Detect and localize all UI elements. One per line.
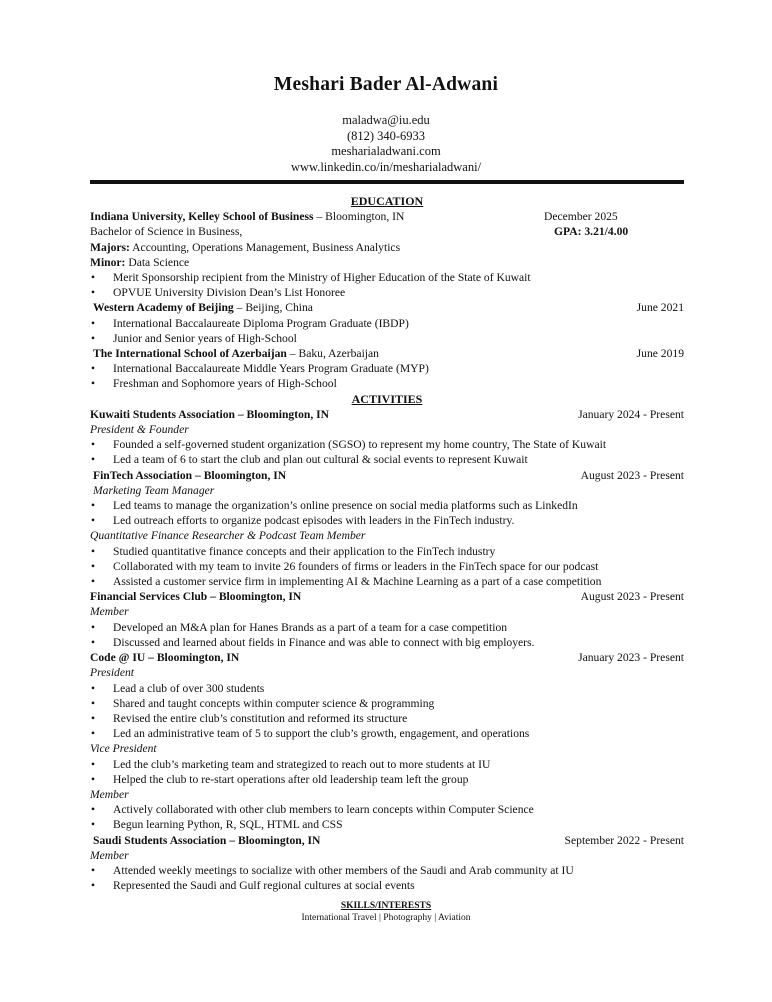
act-code-bullets-1 [90, 681, 684, 742]
list-item: • Studied quantitative finance concepts and their application to the FinTech industry [90, 544, 684, 559]
skills-text: International Travel | Photography | Aviation [301, 913, 471, 923]
edu-isa-bullets [90, 361, 684, 391]
list-item: • Revised the entire club’s constitution and reformed its structure [90, 711, 684, 726]
skills-heading: SKILLS/INTERESTS [340, 901, 432, 911]
skills-section [0, 900, 772, 924]
edu-iu-date: December 2025 [544, 210, 618, 224]
edu-isa-date: June 2019 [636, 347, 684, 361]
act-fintech-bullets-2 [90, 544, 684, 590]
edu-iu-degree: Bachelor of Science in Business, [90, 225, 243, 239]
list-item: • International Baccalaureate Middle Years Program Graduate (MYP) [90, 361, 684, 376]
activities-heading: ACTIVITIES [351, 391, 423, 406]
act-ssa-date: September 2022 - Present [564, 833, 684, 847]
list-item: • International Baccalaureate Diploma Program Graduate (IBDP) [90, 316, 684, 331]
list-item: • Attended weekly meetings to socialize with other members of the Saudi and Arab community at IU [90, 863, 684, 878]
act-ksa-org: Kuwaiti Students Association – Bloomington, IN [90, 407, 330, 421]
edu-iu-bullets [90, 270, 684, 300]
act-code-bullets-3 [90, 802, 684, 832]
act-code-date: January 2023 - Present [578, 651, 684, 665]
edu-iu-degree-row [90, 224, 684, 239]
act-fintech-role-2: Quantitative Finance Researcher & Podcast Team Member [90, 529, 366, 543]
edu-iu-location: – Bloomington, IN [313, 210, 405, 224]
act-ssa-org: Saudi Students Association – Bloomington, IN [93, 833, 321, 847]
list-item: • Discussed and learned about fields in Finance and was able to connect with big employers. [90, 635, 684, 650]
list-item: • Shared and taught concepts within computer science & programming [90, 696, 684, 711]
act-fintech-bullets-1 [90, 498, 684, 528]
edu-iu-school: Indiana University, Kelley School of Business [90, 210, 314, 224]
list-item: • Merit Sponsorship recipient from the Ministry of Higher Education of the State of Kuwait [90, 270, 684, 285]
act-ssa-header [90, 833, 684, 848]
edu-wab-bullets [90, 316, 684, 346]
act-code-role-3: Member [90, 787, 129, 801]
phone-number: (812) 340-6933 [346, 128, 426, 143]
act-ksa-header [90, 407, 684, 422]
act-ksa-date: January 2024 - Present [578, 407, 684, 421]
list-item: • Freshman and Sophomore years of High-School [90, 376, 684, 391]
list-item: • Begun learning Python, R, SQL, HTML and CSS [90, 817, 684, 832]
edu-iu-majors: Majors: Accounting, Operations Management, Business Analytics [90, 240, 401, 254]
list-item: • Led an administrative team of 5 to support the club’s growth, engagement, and operations [90, 726, 684, 741]
act-fsc-role: Member [90, 605, 129, 619]
list-item: • Actively collaborated with other club members to learn concepts within Computer Science [90, 802, 684, 817]
list-item: • Represented the Saudi and Gulf regional cultures at social events [90, 878, 684, 893]
resume-name: Meshari Bader Al-Adwani [273, 74, 499, 95]
edu-wab-date: June 2021 [636, 301, 684, 315]
list-item: • Collaborated with my team to invite 26 founders of firms or leaders in the FinTech space for our podcast [90, 559, 684, 574]
edu-isa-header: The International School of Azerbaijan – Baku, Azerbaijan June 2019 [93, 347, 684, 361]
act-fsc-date: August 2023 - Present [580, 590, 684, 604]
act-code-role-1: President [90, 666, 135, 680]
edu-iu-minor: Minor: Data Science [90, 255, 190, 269]
list-item: • Founded a self-governed student organization (SGSO) to represent my home country, The State of Kuwait [90, 437, 684, 452]
act-fsc-header [90, 589, 684, 604]
act-ksa-bullets [90, 437, 684, 467]
edu-wab-school: Western Academy of Beijing [93, 301, 234, 315]
act-code-org: Code @ IU – Bloomington, IN [90, 651, 240, 665]
act-code-role-2: Vice President [90, 742, 157, 756]
list-item: • Led outreach efforts to organize podcast episodes with leaders in the FinTech industry. [90, 513, 684, 528]
act-fintech-org: FinTech Association – Bloomington, IN [93, 468, 287, 482]
list-item: • Junior and Senior years of High-School [90, 331, 684, 346]
edu-iu-gpa: GPA: 3.21/4.00 [554, 225, 629, 239]
act-fsc-org: Financial Services Club – Bloomington, IN [90, 590, 302, 604]
act-fsc-bullets [90, 620, 684, 650]
act-code-bullets-2 [90, 757, 684, 787]
email-link[interactable]: maladwa@iu.edu [342, 113, 430, 127]
act-ssa-bullets [90, 863, 684, 893]
act-ssa-role: Member [90, 848, 129, 862]
education-heading: EDUCATION [350, 194, 424, 208]
list-item: • Developed an M&A plan for Hanes Brands as a part of a team for a case competition [90, 620, 684, 635]
list-item: • OPVUE University Division Dean’s List Honoree [90, 285, 684, 300]
header-divider [90, 180, 684, 184]
list-item: • Led teams to manage the organization’s online presence on social media platforms such as LinkedIn [90, 498, 684, 513]
resume-body [90, 194, 684, 893]
edu-wab-header: Western Academy of Beijing – Beijing, China June 2021 [93, 301, 684, 315]
list-item: • Led a team of 6 to start the club and plan out cultural & social events to represent Kuwait [90, 452, 684, 467]
act-fintech-header [90, 468, 684, 483]
contact-block [0, 113, 772, 175]
act-ksa-role: President & Founder [90, 423, 189, 437]
list-item: • Helped the club to re-start operations after old leadership team left the group [90, 772, 684, 787]
website-link[interactable]: mesharialadwani.com [331, 144, 441, 158]
act-fintech-role-1: Marketing Team Manager [93, 483, 215, 497]
edu-iu-header [90, 209, 684, 224]
act-fintech-date: August 2023 - Present [580, 468, 684, 482]
list-item: • Lead a club of over 300 students [90, 681, 684, 696]
linkedin-link[interactable]: www.linkedin.co/in/mesharialadwani/ [290, 159, 482, 174]
list-item: • Assisted a customer service firm in implementing AI & Machine Learning as a part of a case competition [90, 574, 684, 589]
edu-isa-school: The International School of Azerbaijan [93, 347, 287, 361]
act-code-header [90, 650, 684, 665]
list-item: • Led the club’s marketing team and strategized to reach out to more students at IU [90, 757, 684, 772]
